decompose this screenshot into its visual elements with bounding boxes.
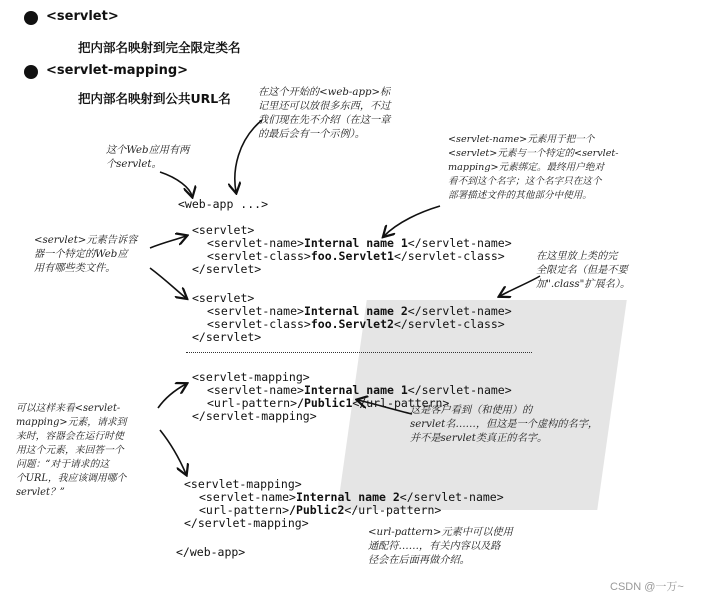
- code-mapping2-name: <servlet-name>Internal name 2</servlet-name>: [199, 490, 504, 504]
- note-mapping-tag: 可以这样来看<servlet- mapping>元素，请求到 来时，容器会在运行时使 用这个元素，来回答一个 问题：“对于请求的这 个URL，我应该调用哪个 servlet？”: [16, 403, 127, 498]
- code-mapping2-close: </servlet-mapping>: [184, 516, 309, 530]
- code-servlet2-class: <servlet-class>foo.Servlet2</servlet-class>: [207, 317, 505, 331]
- code-servlet1-open: <servlet>: [192, 223, 255, 237]
- code-servlet1-close: </servlet>: [192, 262, 262, 276]
- bullet-title-servlet: <servlet>: [46, 9, 119, 24]
- code-webapp-open: <web-app ...>: [178, 197, 269, 211]
- arrow-webapp-tag: [235, 120, 262, 192]
- code-servlet1-class: <servlet-class>foo.Servlet1</servlet-class>: [207, 249, 505, 263]
- code-servlet2-name: <servlet-name>Internal name 2</servlet-name>: [207, 304, 512, 318]
- code-mapping1-open: <servlet-mapping>: [192, 370, 310, 384]
- bullet-title-servlet-mapping: <servlet-mapping>: [46, 63, 189, 78]
- arrow-webapp-two: [160, 172, 192, 196]
- note-class-name: 在这里放上类的完 全限定名（但是不要 加".class"扩展名）。: [536, 251, 631, 290]
- arrow-client-name: [358, 400, 412, 414]
- note-client-name: 这是客户看到（和使用）的 servlet名……，但这是一个虚构的名字， 并不是servlet类真正的名字。: [410, 405, 599, 444]
- arrow-class-name: [500, 276, 540, 296]
- code-mapping1-url: <url-pattern>/Public1</url-pattern>: [207, 396, 450, 410]
- bullet-desc-servlet: 把内部名映射到完全限定类名: [78, 40, 241, 55]
- note-url-pattern: <url-pattern>元素中可以使用 通配符……，有关内容以及路 径会在后面再做介绍。: [368, 527, 513, 566]
- code-mapping1-name: <servlet-name>Internal name 1</servlet-name>: [207, 383, 512, 397]
- note-webapp-two-servlets: 这个Web应用有两 个servlet。: [106, 145, 190, 170]
- note-servlet-tag: <servlet>元素告诉容 器一个特定的Web应 用有哪些类文件。: [34, 235, 138, 274]
- csdn-watermark-text: CSDN @一万~: [610, 581, 684, 593]
- code-webapp-close: </web-app>: [176, 545, 246, 559]
- code-mapping2-url: <url-pattern>/Public2</url-pattern>: [199, 503, 442, 517]
- code-servlet1-name: <servlet-name>Internal name 1</servlet-name>: [207, 236, 512, 250]
- code-mapping1-close: </servlet-mapping>: [192, 409, 317, 423]
- arrow-mapping-1: [158, 384, 186, 408]
- code-mapping2-open: <servlet-mapping>: [184, 477, 302, 491]
- note-servlet-name: <servlet-name>元素用于把一个 <servlet>元素与一个特定的<servlet- mapping>元素绑定。最终用户绝对 看不到这个名字；这个名字只在这个 部署描述文件的其他部分中使用。: [448, 134, 619, 201]
- code-servlet2-close: </servlet>: [192, 330, 262, 344]
- note-webapp-tag: 在这个开始的<web-app>标 记里还可以放很多东西，不过 我们现在先不介绍（在这一章 的最后会有一个示例）。: [258, 87, 391, 140]
- arrow-mapping-2: [160, 430, 186, 474]
- code-servlet2-open: <servlet>: [192, 291, 255, 305]
- bullet-desc-servlet-mapping: 把内部名映射到公共URL名: [78, 91, 231, 106]
- arrow-servlet-name: [384, 206, 440, 236]
- arrow-servlet-tag-2: [150, 268, 186, 298]
- arrow-servlet-tag-1: [150, 236, 186, 248]
